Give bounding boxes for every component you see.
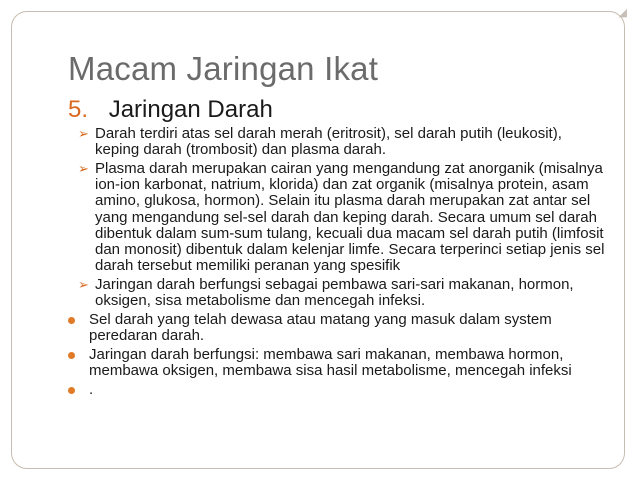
sub-bullet-text: Darah terdiri atas sel darah merah (eritrosit), sel darah putih (leukosit), keping darah (trombosit) dan plasma darah. [95,125,562,159]
main-bullet [68,347,608,379]
sub-bullet-text: Plasma darah merupakan cairan yang mengandung zat anorganik (misalnya ion-ion karbonat, natrium, klorida) dan zat organik (misalnya protein, asam amino, glukosa, hormon). Selain itu plasma darah merupakan zat antar sel yang mengandung sel-sel darah dan keping darah. Secara umum sel darah dibentuk dalam sum-sum tulang, kecuali dua macam sel darah putih (limfosit dan monosit) dibentuk dalam kelenjar limfe. Secara terperinci setiap jenis sel darah tersebut memiliki peranan yang spesifik [95,159,605,275]
sub-bullet [68,126,608,158]
arrow-bullet-icon: ➢ [78,160,89,176]
subheading [68,96,273,124]
corner-decoration: ◢ [618,7,627,19]
dot-bullet-icon [68,317,75,324]
sub-bullet [68,161,608,274]
subheading-text: Jaringan Darah [108,96,273,123]
dot-bullet-icon [68,387,75,394]
main-bullet [68,312,608,344]
slide-title: Macam Jaringan Ikat [68,50,379,87]
arrow-bullet-icon: ➢ [78,276,89,292]
subheading-number: 5. [68,96,89,123]
sub-bullet-text: Jaringan darah berfungsi sebagai pembawa sari-sari makanan, hormon, oksigen, sisa metabolisme dan mencegah infeksi. [95,275,574,310]
main-bullet [68,382,608,398]
sub-bullet [68,277,608,309]
slide-body [68,126,608,400]
main-bullet-text: Sel darah yang telah dewasa atau matang yang masuk dalam system peredaran darah. [89,310,552,344]
main-bullet-text: Jaringan darah berfungsi: membawa sari makanan, membawa hormon, membawa oksigen, membawa sisa hasil metabolisme, mencegah infeksi [89,345,572,379]
dot-bullet-icon [68,352,75,359]
arrow-bullet-icon: ➢ [78,126,89,141]
main-bullet-text: . [89,380,94,398]
